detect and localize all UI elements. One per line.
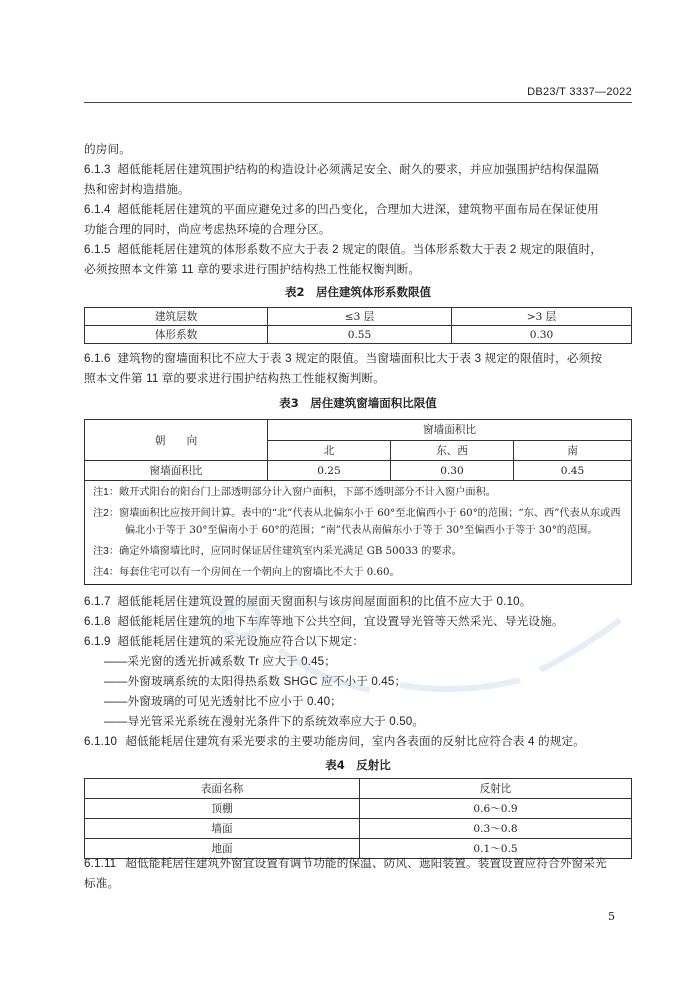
clause-number: 6.1.7 — [84, 595, 111, 608]
clause-number: 6.1.3 — [84, 163, 111, 176]
clause-number: 6.1.6 — [84, 352, 111, 365]
clause-text: 超低能耗居住建筑有采光要求的主要功能房间，室内各表面的反射比应符合表 4 的规定。 — [125, 735, 585, 748]
clause-6-1-7 — [84, 592, 634, 612]
table-cell: 0.6～0.9 — [360, 799, 632, 819]
clause-6-1-4 — [84, 200, 634, 220]
table-row — [85, 420, 632, 441]
table-cell: 0.45 — [514, 461, 632, 481]
table3-caption: 表3 居住建筑窗墙面积比限值 — [279, 396, 437, 410]
list-item: ——采光窗的透光折减系数 Tr 应大于 0.45； — [104, 655, 336, 668]
table-row — [85, 308, 632, 326]
clause-6-1-3-cont: 热和密封构造措施。 — [84, 183, 190, 196]
table-cell: 0.25 — [268, 461, 391, 481]
table-note: 注2：窗墙面积比应按开间计算。表中的“北”代表从北偏东小于 60°至北偏西小于 60°的范围；“东、西”代表从东或西偏北小于等于 30°至偏南小于 60°的范围；“南”代表从南偏东小于等于 30°至偏西小于等于 30°的范围。 — [85, 503, 632, 541]
paragraph-continuation: 的房间。 — [84, 143, 131, 156]
clause-text: 超低能耗居住建筑的平面应避免过多的凹凸变化，合理加大进深，建筑物平面布局在保证使用 — [117, 203, 599, 216]
table-note: 注3：确定外墙窗墙比时，应同时保证居住建筑室内采光满足 GB 50033 的要求。 — [85, 541, 632, 562]
header-rule — [84, 102, 632, 103]
table-row — [85, 819, 632, 839]
page-number: 5 — [608, 910, 615, 923]
table-cell: 0.1～0.5 — [360, 839, 632, 859]
clause-number: 6.1.10 — [84, 735, 118, 748]
table-cell: 地面 — [85, 839, 360, 859]
table-note-row — [85, 481, 632, 504]
table-row — [85, 779, 632, 799]
clause-text: 超低能耗居住建筑的采光设施应符合以下规定： — [117, 635, 364, 648]
clause-6-1-6-cont: 照本文件第 11 章的要求进行围护结构热工性能权衡判断。 — [84, 372, 385, 385]
table2 — [84, 307, 632, 344]
table-header-cell: 东、西 — [391, 440, 514, 461]
table-header-cell: 表面名称 — [85, 779, 360, 799]
table-note: 注4：每套住宅可以有一个房间在一个朝向上的窗墙比不大于 0.60。 — [85, 562, 632, 585]
clause-text: 超低能耗居住建筑围护结构的构造设计必须满足安全、耐久的要求，并应加强围护结构保温隔 — [117, 163, 599, 176]
list-item: ——导光管采光系统在漫射光条件下的系统效率应大于 0.50。 — [104, 715, 425, 728]
table-note-row — [85, 562, 632, 585]
clause-6-1-5 — [84, 240, 634, 260]
table-header-cell: 建筑层数 — [85, 308, 268, 326]
clause-text: 超低能耗居住建筑的体形系数不应大于表 2 规定的限值。当体形系数大于表 2 规定的限值时， — [117, 243, 603, 256]
table-row — [85, 326, 632, 344]
list-item: ——外窗玻璃的可见光透射比不应小于 0.40； — [104, 695, 342, 708]
clause-text: 超低能耗居住建筑外窗宜设置有调节功能的保温、防风、遮阳装置。装置设置应符合外窗采光 — [125, 857, 607, 870]
table4-caption: 表4 反射比 — [325, 758, 391, 772]
list-item: ——外窗玻璃系统的太阳得热系数 SHGC 应不小于 0.45； — [104, 675, 407, 688]
table-note: 注1：敞开式阳台的阳台门上部透明部分计入窗户面积，下部不透明部分不计入窗户面积。 — [85, 481, 632, 504]
clause-6-1-5-cont: 必须按照本文件第 11 章的要求进行围护结构热工性能权衡判断。 — [84, 263, 421, 276]
table-cell: 0.3～0.8 — [360, 819, 632, 839]
clause-6-1-6 — [84, 349, 634, 369]
table2-caption: 表2 居住建筑体形系数限值 — [284, 285, 431, 299]
clause-number: 6.1.8 — [84, 615, 111, 628]
clause-text: 建筑物的窗墙面积比不应大于表 3 规定的限值。当窗墙面积比大于表 3 规定的限值时，必须按 — [117, 352, 603, 365]
table-header-cell: ≤3 层 — [268, 308, 452, 326]
clause-6-1-8 — [84, 612, 634, 632]
clause-text: 超低能耗居住建筑设置的屋面天窗面积与该房间屋面面积的比值不应大于 0.10。 — [117, 595, 532, 608]
table-cell: 0.55 — [268, 326, 452, 344]
clause-number: 6.1.11 — [84, 857, 117, 870]
clause-6-1-4-cont: 功能合理的同时，尚应考虑热环境的合理分区。 — [84, 223, 331, 236]
clause-text: 超低能耗居住建筑的地下车库等地下公共空间，宜设置导光管等天然采光、导光设施。 — [117, 615, 564, 628]
table-cell: 0.30 — [391, 461, 514, 481]
table4 — [84, 778, 632, 859]
clause-6-1-3 — [84, 160, 634, 180]
table-header-cell: 朝 向 — [85, 420, 268, 461]
clause-6-1-11 — [84, 854, 634, 874]
standard-number: DB23/T 3337—2022 — [527, 86, 632, 98]
table-header-cell: 南 — [514, 440, 632, 461]
table-cell: 窗墙面积比 — [85, 461, 268, 481]
clause-number: 6.1.4 — [84, 203, 111, 216]
table-header-cell: 北 — [268, 440, 391, 461]
table-cell: 0.30 — [452, 326, 632, 344]
clause-6-1-10 — [84, 732, 634, 752]
table-header-cell: >3 层 — [452, 308, 632, 326]
table-note-row — [85, 503, 632, 541]
table-cell: 墙面 — [85, 819, 360, 839]
clause-6-1-11-cont: 标准。 — [84, 877, 120, 890]
table-header-cell: 反射比 — [360, 779, 632, 799]
clause-number: 6.1.9 — [84, 635, 111, 648]
table-cell: 体形系数 — [85, 326, 268, 344]
table-cell: 顶棚 — [85, 799, 360, 819]
table-row — [85, 799, 632, 819]
table-header-cell: 窗墙面积比 — [268, 420, 632, 441]
table3 — [84, 419, 632, 585]
clause-number: 6.1.5 — [84, 243, 111, 256]
clause-6-1-9 — [84, 632, 634, 652]
table-row — [85, 461, 632, 481]
table-note-row — [85, 541, 632, 562]
